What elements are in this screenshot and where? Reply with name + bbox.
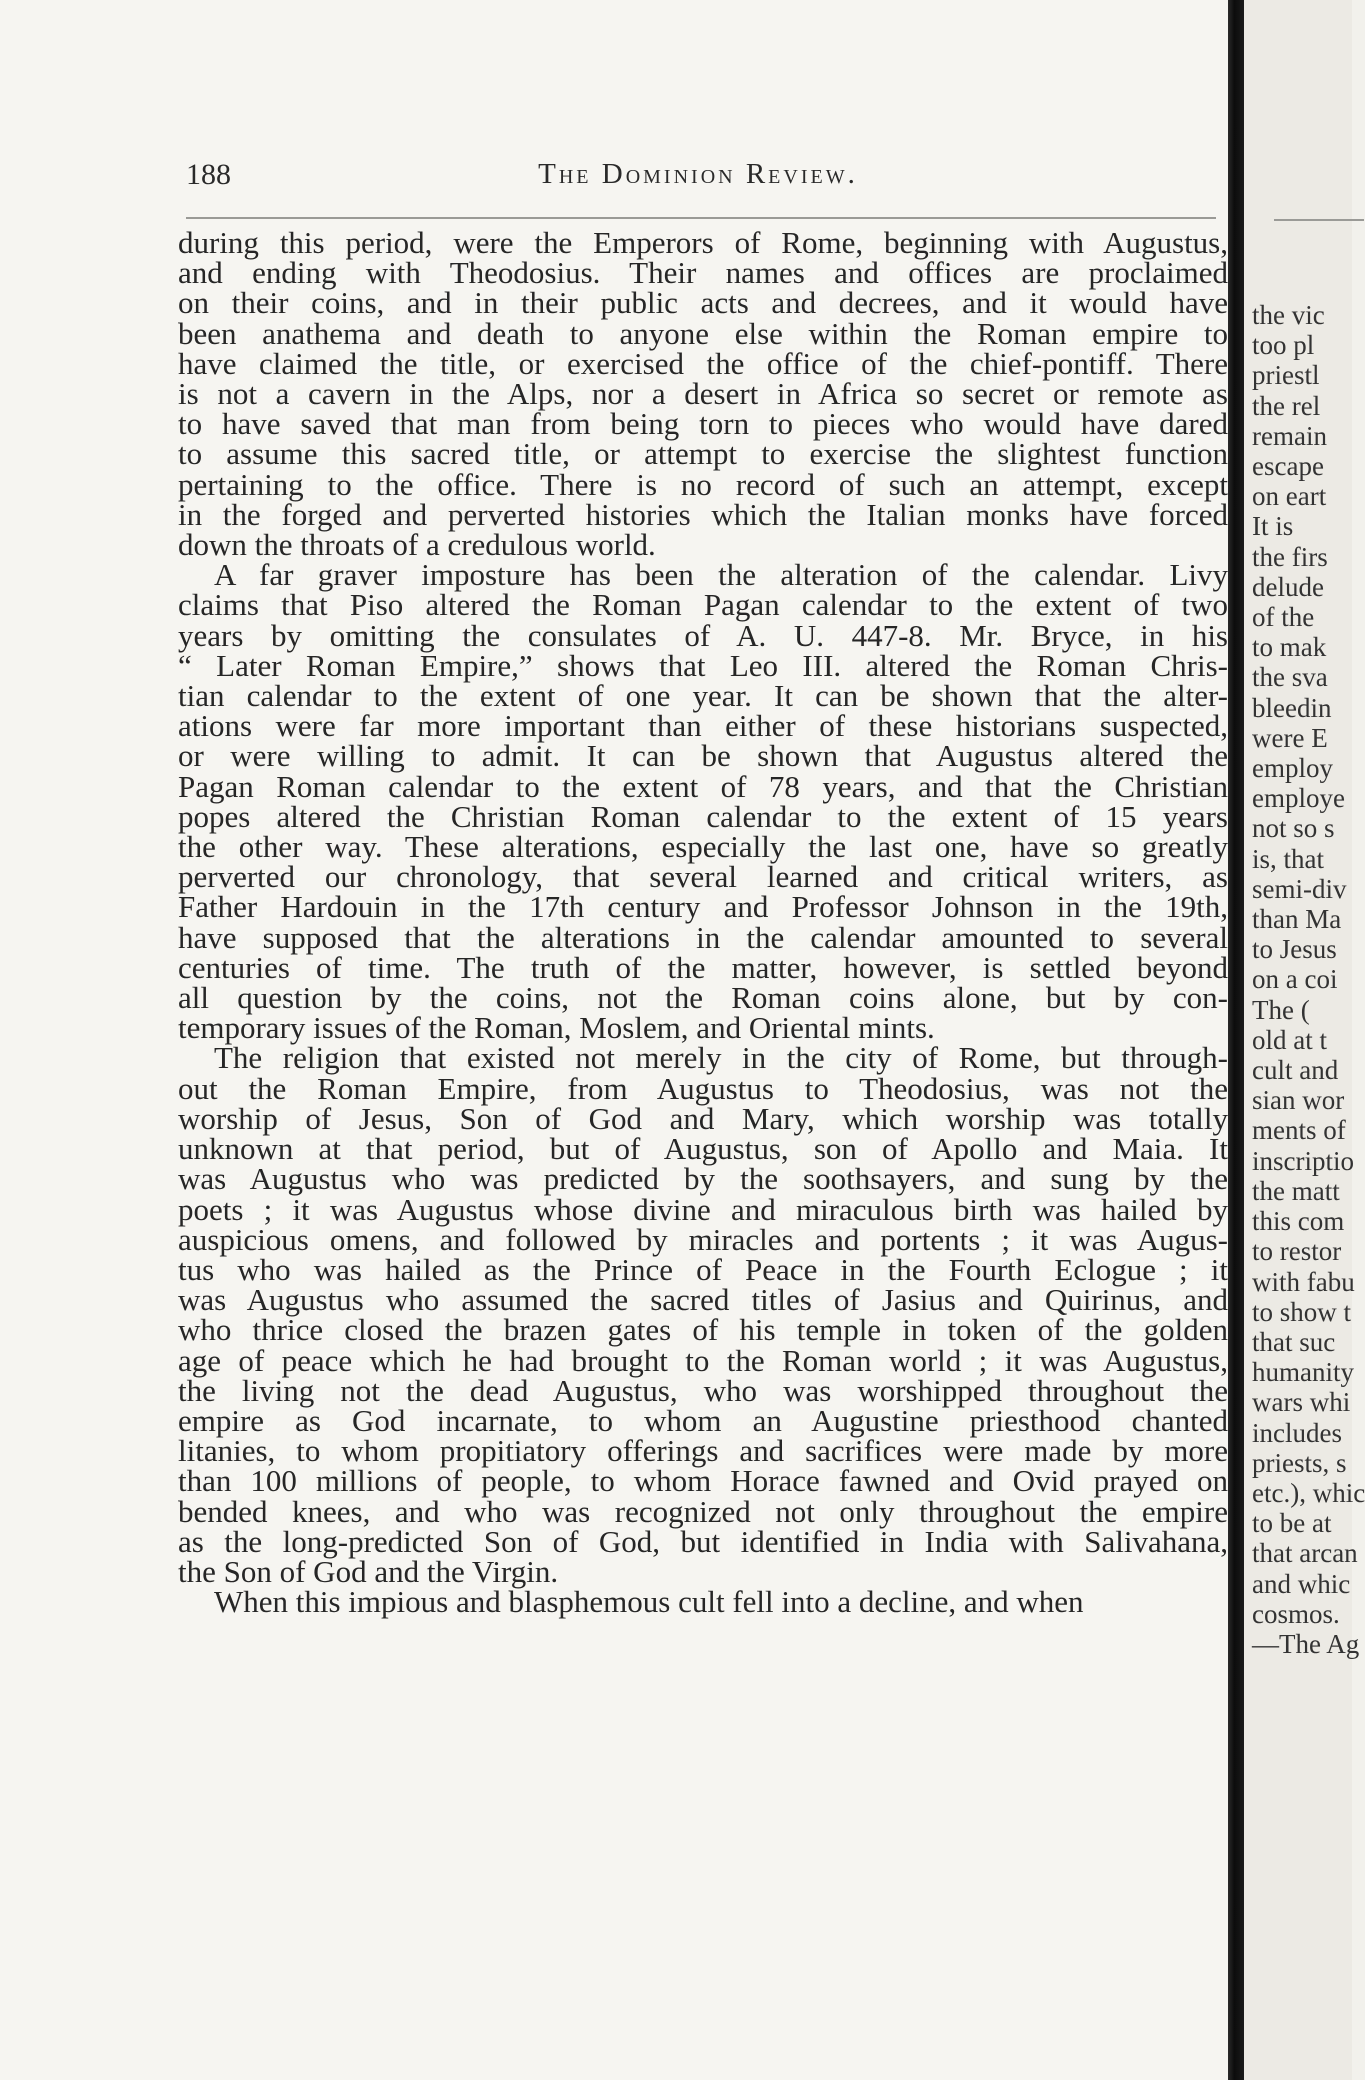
text-line: have claimed the title, or exercised the office of the chief-pontiff. There	[178, 345, 1228, 381]
facing-text-line: priestl	[1252, 360, 1320, 391]
text-line: bended knees, and who was recognized not only throughout the empire	[178, 1493, 1228, 1529]
facing-text-line: with fabu	[1252, 1266, 1355, 1297]
facing-text-line: delude	[1252, 571, 1324, 602]
facing-text-line: to restor	[1252, 1236, 1342, 1267]
text-line: tus who was hailed as the Prince of Peace in the Fourth Eclogue ; it	[178, 1251, 1228, 1287]
text-line: out the Roman Empire, from Augustus to Theodosius, was not the	[178, 1070, 1228, 1106]
text-line: When this impious and blasphemous cult fell into a decline, and when	[214, 1584, 1084, 1620]
text-line: or were willing to admit. It can be shown that Augustus altered the	[178, 738, 1228, 774]
facing-text-line: includes	[1252, 1417, 1342, 1448]
text-line: in the forged and perverted histories which the Italian monks have forced	[178, 496, 1228, 532]
text-line: claims that Piso altered the Roman Pagan calendar to the extent of two	[178, 587, 1228, 623]
facing-text-line: employe	[1252, 783, 1345, 814]
text-line: than 100 millions of people, to whom Horace fawned and Ovid prayed on	[178, 1463, 1228, 1499]
facing-text-line: wars whi	[1252, 1387, 1351, 1418]
facing-text-line: not so s	[1252, 813, 1335, 844]
facing-text-line: too pl	[1252, 330, 1315, 361]
facing-text-line: cult and	[1252, 1055, 1339, 1086]
facing-header-rule	[1274, 219, 1364, 221]
facing-text-line: etc.), whic	[1252, 1477, 1365, 1508]
facing-text-line: semi-div	[1252, 873, 1347, 904]
text-line: down the throats of a credulous world.	[178, 527, 656, 563]
text-line: perverted our chronology, that several learned and critical writers, as	[178, 859, 1228, 895]
facing-text-line: the rel	[1252, 390, 1321, 421]
text-line: the Son of God and the Virgin.	[178, 1553, 559, 1589]
text-line: is not a cavern in the Alps, nor a desert in Africa so secret or remote as	[178, 376, 1228, 412]
text-line: Pagan Roman calendar to the extent of 78 years, and that the Christian	[178, 768, 1228, 804]
facing-text-line: priests, s	[1252, 1447, 1347, 1478]
facing-text-line: cosmos.	[1252, 1598, 1340, 1629]
facing-page	[1244, 0, 1365, 2080]
facing-text-line: the sva	[1252, 662, 1328, 693]
header-rule	[186, 217, 1216, 219]
facing-text-line: inscriptio	[1252, 1145, 1354, 1176]
text-line: ations were far more important than either of these historians suspected,	[178, 708, 1228, 744]
facing-text-line: to show t	[1252, 1296, 1352, 1327]
text-line: The religion that existed not merely in the city of Rome, but through-	[214, 1040, 1228, 1076]
running-head: The Dominion Review.	[538, 158, 858, 190]
text-line: centuries of time. The truth of the matter, however, is settled beyond	[178, 949, 1228, 985]
text-line: “ Later Roman Empire,” shows that Leo III. altered the Roman Chris-	[178, 647, 1228, 683]
text-line: pertaining to the office. There is no record of such an attempt, except	[178, 466, 1228, 502]
text-line: have supposed that the alterations in the calendar amounted to several	[178, 919, 1228, 955]
text-line: the living not the dead Augustus, who was worshipped throughout the	[178, 1372, 1228, 1408]
facing-text-line: is, that	[1252, 843, 1324, 874]
facing-text-line: the vic	[1252, 300, 1325, 330]
facing-text-line: —The Ag	[1252, 1628, 1360, 1659]
text-line: popes altered the Christian Roman calendar to the extent of 15 years	[178, 798, 1228, 834]
facing-text-line: that arcan	[1252, 1538, 1358, 1569]
facing-text-line: It is	[1252, 511, 1294, 542]
text-line: to have saved that man from being torn to pieces who would have dared	[178, 406, 1228, 442]
facing-text-line: the firs	[1252, 541, 1328, 572]
text-line: the other way. These alterations, especially the last one, have so greatly	[178, 829, 1228, 865]
facing-page-text	[1252, 300, 1365, 1659]
facing-text-line: The (	[1252, 994, 1310, 1025]
facing-text-line: of the	[1252, 602, 1315, 633]
body-text	[178, 225, 1228, 1620]
facing-text-line: on eart	[1252, 481, 1327, 512]
text-line: all question by the coins, not the Roman coins alone, but by con-	[178, 980, 1228, 1016]
text-line: was Augustus who was predicted by the soothsayers, and sung by the	[178, 1161, 1228, 1197]
text-line: to assume this sacred title, or attempt to exercise the slightest function	[178, 436, 1228, 472]
facing-text-line: bleedin	[1252, 692, 1332, 723]
facing-text-line: that suc	[1252, 1326, 1336, 1357]
text-line: and ending with Theodosius. Their names and offices are proclaimed	[178, 255, 1228, 291]
text-line: unknown at that period, but of Augustus, son of Apollo and Maia. It	[178, 1131, 1228, 1167]
page-number: 188	[186, 158, 231, 191]
facing-text-line: were E	[1252, 722, 1328, 753]
text-line: litanies, to whom propitiatory offerings and sacrifices were made by more	[178, 1433, 1228, 1469]
facing-text-line: to be at	[1252, 1508, 1332, 1539]
text-line: worship of Jesus, Son of God and Mary, which worship was totally	[178, 1100, 1228, 1136]
facing-text-line: the matt	[1252, 1175, 1340, 1206]
text-line: age of peace which he had brought to the Roman world ; it was Augustus,	[178, 1342, 1228, 1378]
text-line: years by omitting the consulates of A. U. 447-8. Mr. Bryce, in his	[178, 617, 1228, 653]
facing-text-line: on a coi	[1252, 964, 1338, 995]
text-line: tian calendar to the extent of one year. It can be shown that the alter-	[178, 678, 1228, 714]
text-line: empire as God incarnate, to whom an Augustine priesthood chanted	[178, 1402, 1228, 1438]
text-line: A far graver imposture has been the alteration of the calendar. Livy	[214, 557, 1228, 593]
facing-text-line: old at t	[1252, 1024, 1327, 1055]
text-line: temporary issues of the Roman, Moslem, and Oriental mints.	[178, 1010, 935, 1046]
facing-text-line: this com	[1252, 1206, 1345, 1237]
facing-text-line: sian wor	[1252, 1085, 1345, 1116]
text-line: during this period, were the Emperors of Rome, beginning with Augustus,	[178, 225, 1228, 260]
text-line: as the long-predicted Son of God, but identified in India with Salivahana,	[178, 1523, 1228, 1559]
text-line: auspicious omens, and followed by miracles and portents ; it was Augus-	[178, 1221, 1228, 1257]
facing-text-line: to Jesus	[1252, 934, 1337, 965]
facing-text-line: escape	[1252, 451, 1324, 482]
book-gutter	[1228, 0, 1244, 2080]
text-line: Father Hardouin in the 17th century and Professor Johnson in the 19th,	[178, 889, 1228, 925]
facing-text-line: to mak	[1252, 632, 1327, 663]
text-line: who thrice closed the brazen gates of his temple in token of the golden	[178, 1312, 1228, 1348]
text-line: been anathema and death to anyone else within the Roman empire to	[178, 315, 1228, 351]
facing-text-line: and whic	[1252, 1568, 1351, 1599]
facing-text-line: than Ma	[1252, 904, 1342, 935]
facing-text-line: humanity	[1252, 1357, 1354, 1388]
text-line: on their coins, and in their public acts and decrees, and it would have	[178, 285, 1228, 321]
facing-text-line: ments of	[1252, 1115, 1346, 1146]
page-header	[186, 158, 1210, 194]
text-line: was Augustus who assumed the sacred titles of Jasius and Quirinus, and	[178, 1282, 1228, 1318]
facing-text-line: employ	[1252, 753, 1333, 784]
text-line: poets ; it was Augustus whose divine and miraculous birth was hailed by	[178, 1191, 1228, 1227]
facing-text-line: remain	[1252, 420, 1327, 451]
